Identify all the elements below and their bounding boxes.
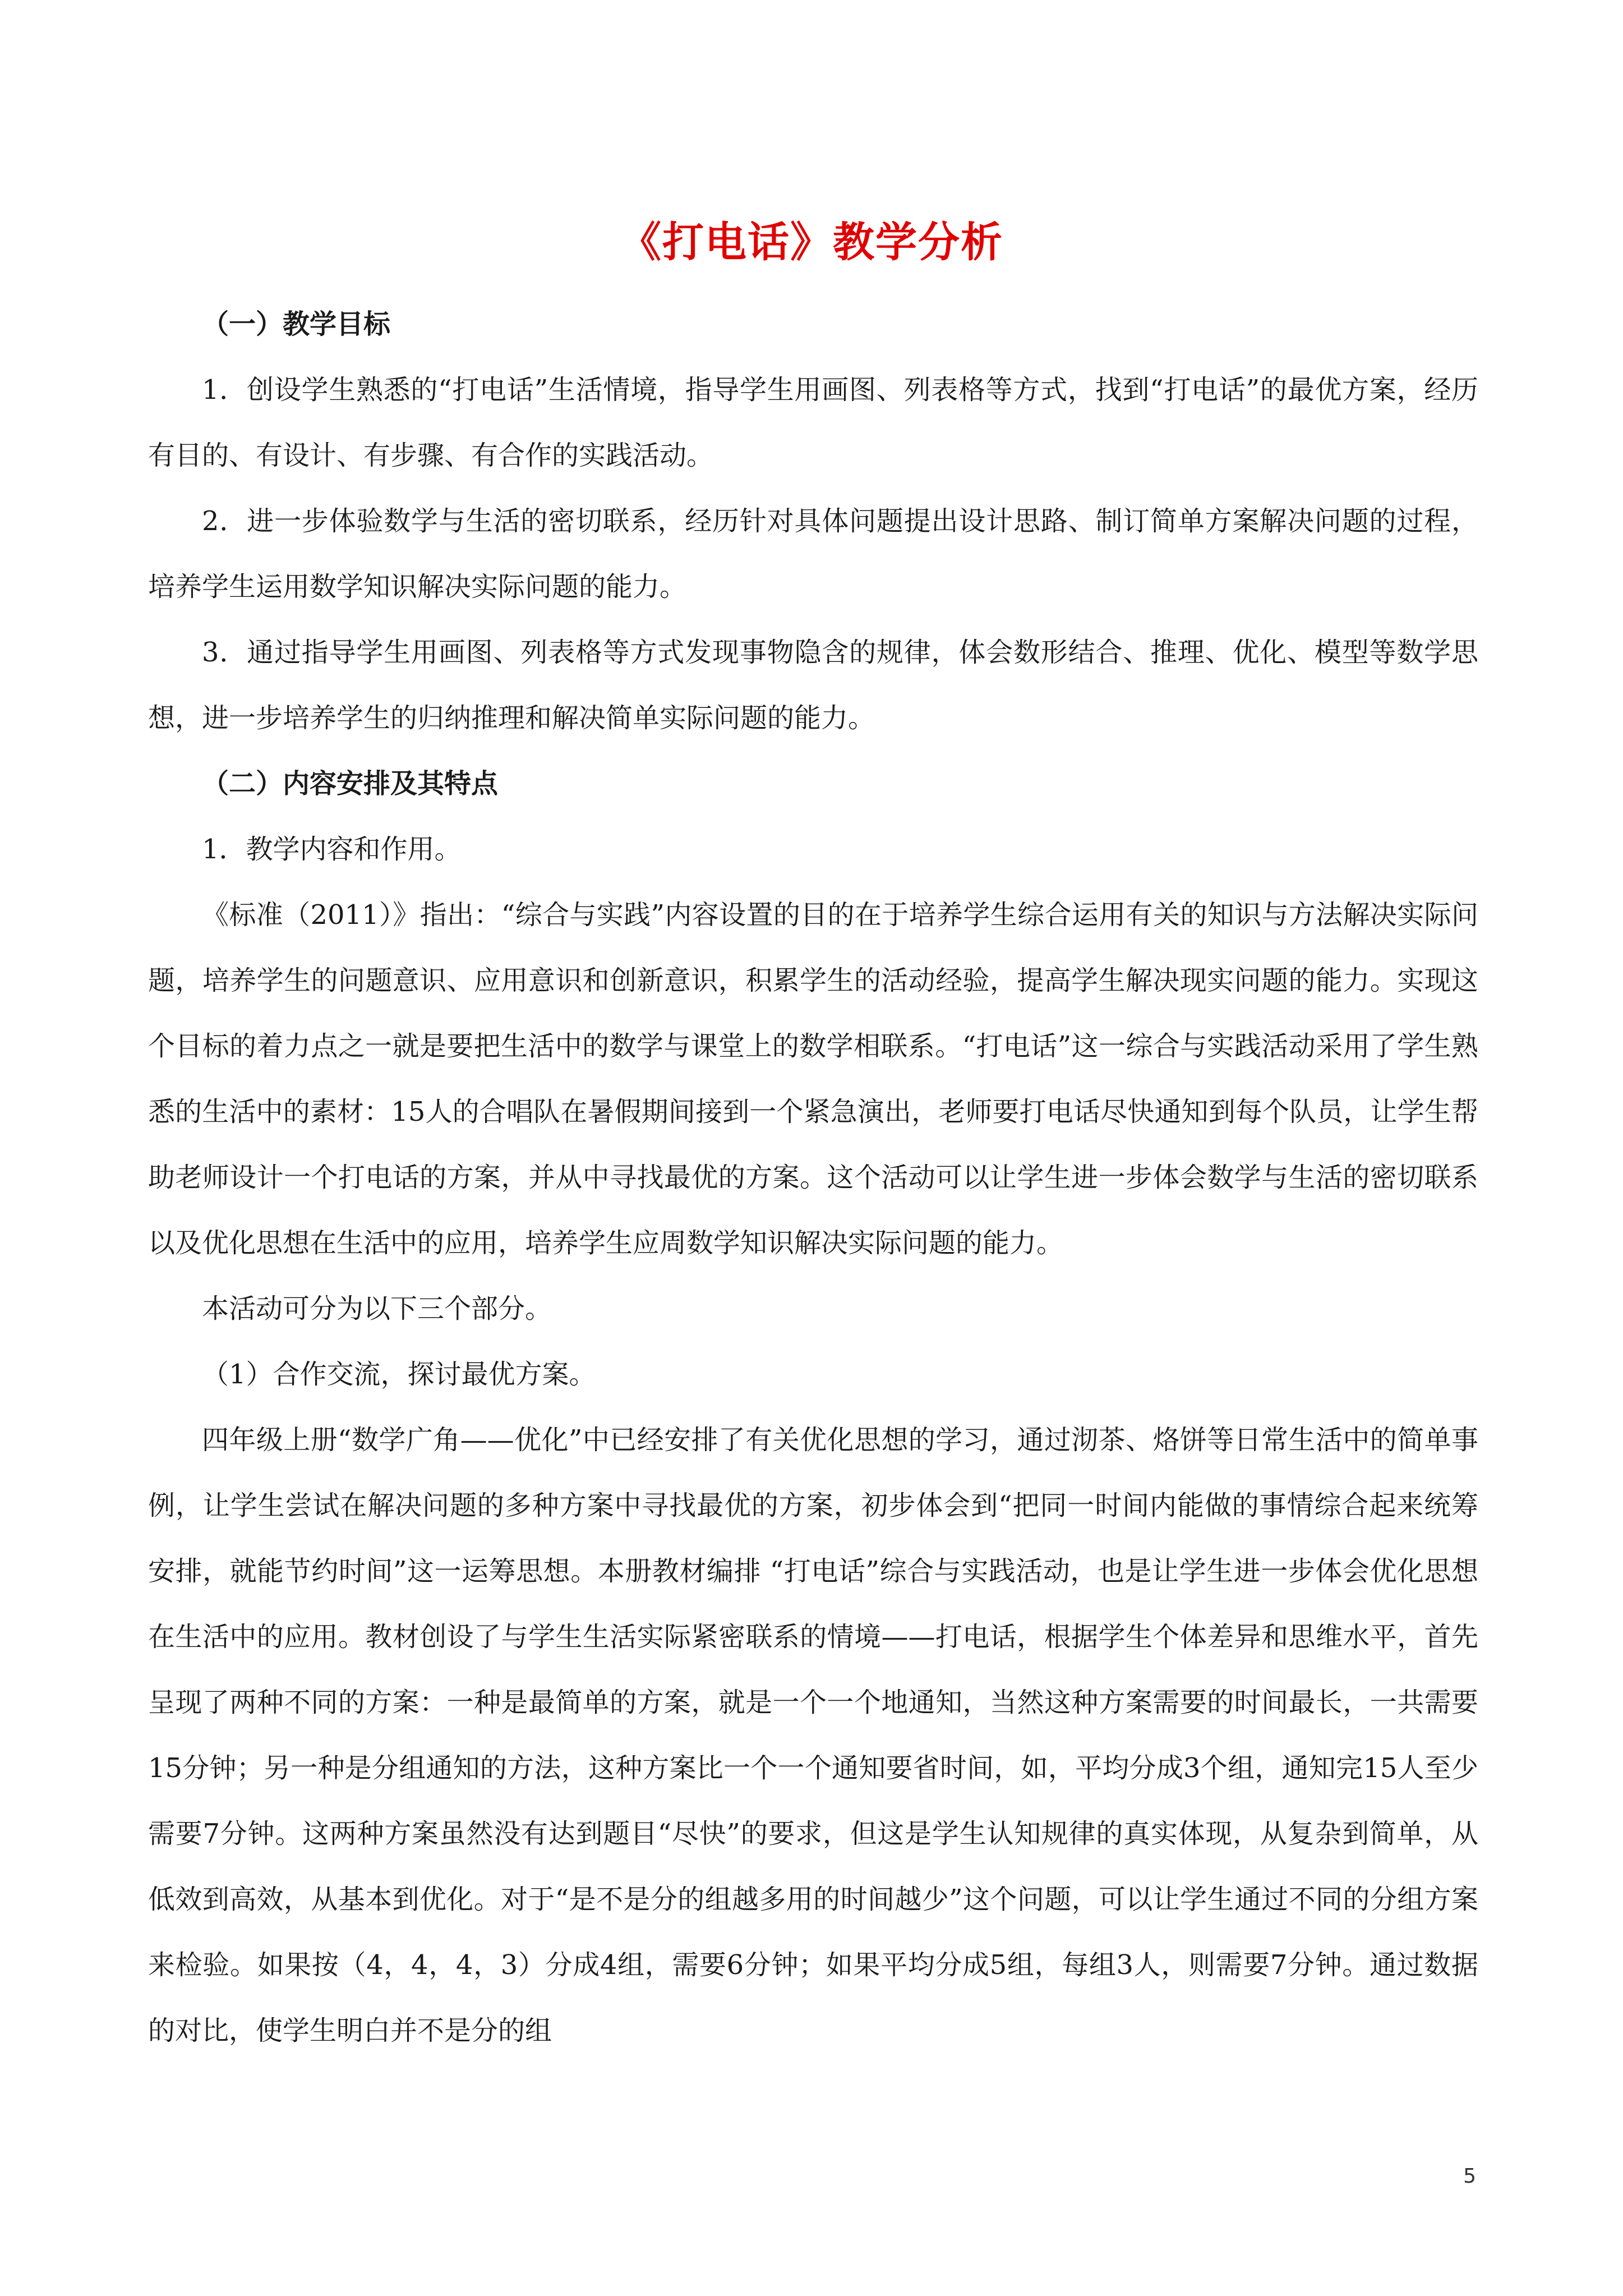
document-title: 《打电话》教学分析 xyxy=(620,218,1003,266)
goal-paragraph-3: 3．通过指导学生用画图、列表格等方式发现事物隐含的规律，体会数形结合、推理、优化、模型等数学思想，进一步培养学生的归纳推理和解决简单实际问题的能力。 xyxy=(148,637,1478,734)
goal-paragraph-1: 1．创设学生熟悉的“打电话”生活情境，指导学生用画图、列表格等方式，找到“打电话”的最优方案，经历有目的、有设计、有步骤、有合作的实践活动。 xyxy=(148,374,1478,471)
document-body xyxy=(148,292,1478,2064)
section-heading-teaching-goals: （一）教学目标 xyxy=(202,309,391,340)
content-paragraph-part-1: （1）合作交流，探讨最优方案。 xyxy=(202,1359,596,1390)
content-paragraph-three-parts: 本活动可分为以下三个部分。 xyxy=(202,1293,552,1324)
subheading-content-and-role: 1．教学内容和作用。 xyxy=(202,834,462,865)
content-paragraph-optimization: 四年级上册“数学广角——优化”中已经安排了有关优化思想的学习，通过沏茶、烙饼等日常生活中的简单事例，让学生尝试在解决问题的多种方案中寻找最优的方案，初步体会到“把同一时间内能做的事情综合起来统筹安排，就能节约时间”这一运筹思想。本册教材编排 “打电话”综合与实践活动，也是让学生进一步体会优化思想在生活中的应用。教材创设了与学生生活实际紧密联系的情境——打电话，根据学生个体差异和思维水平，首先呈现了两种不同的方案：一种是最简单的方案，就是一个一个地通知，当然这种方案需要的时间最长，一共需要15分钟；另一种是分组通知的方法，这种方案比一个一个通知要省时间，如，平均分成3个组，通知完15人至少需要7分钟。这两种方案虽然没有达到题目“尽快”的要求，但这是学生认知规律的真实体现，从复杂到简单，从低效到高效，从基本到优化。对于“是不是分的组越多用的时间越少”这个问题，可以让学生通过不同的分组方案来检验。如果按（4，4，4，3）分成4组，需要6分钟；如果平均分成5组，每组3人，则需要7分钟。通过数据的对比，使学生明白并不是分的组 xyxy=(148,1424,1478,2046)
section-heading-content-arrangement: （二）内容安排及其特点 xyxy=(202,768,499,799)
goal-paragraph-2: 2．进一步体验数学与生活的密切联系，经历针对具体问题提出设计思路、制订简单方案解决问题的过程，培养学生运用数学知识解决实际问题的能力。 xyxy=(148,505,1478,602)
content-paragraph-standard: 《标准（2011）》指出：“综合与实践”内容设置的目的在于培养学生综合运用有关的知识与方法解决实际问题，培养学生的问题意识、应用意识和创新意识，积累学生的活动经验，提高学生解决现实问题的能力。实现这个目标的着力点之一就是要把生活中的数学与课堂上的数学相联系。“打电话”这一综合与实践活动采用了学生熟悉的生活中的素材：15人的合唱队在暑假期间接到一个紧急演出，老师要打电话尽快通知到每个队员，让学生帮助老师设计一个打电话的方案，并从中寻找最优的方案。这个活动可以让学生进一步体会数学与生活的密切联系以及优化思想在生活中的应用，培养学生应周数学知识解决实际问题的能力。 xyxy=(148,899,1478,1259)
page-number: 5 xyxy=(1463,2165,1476,2188)
